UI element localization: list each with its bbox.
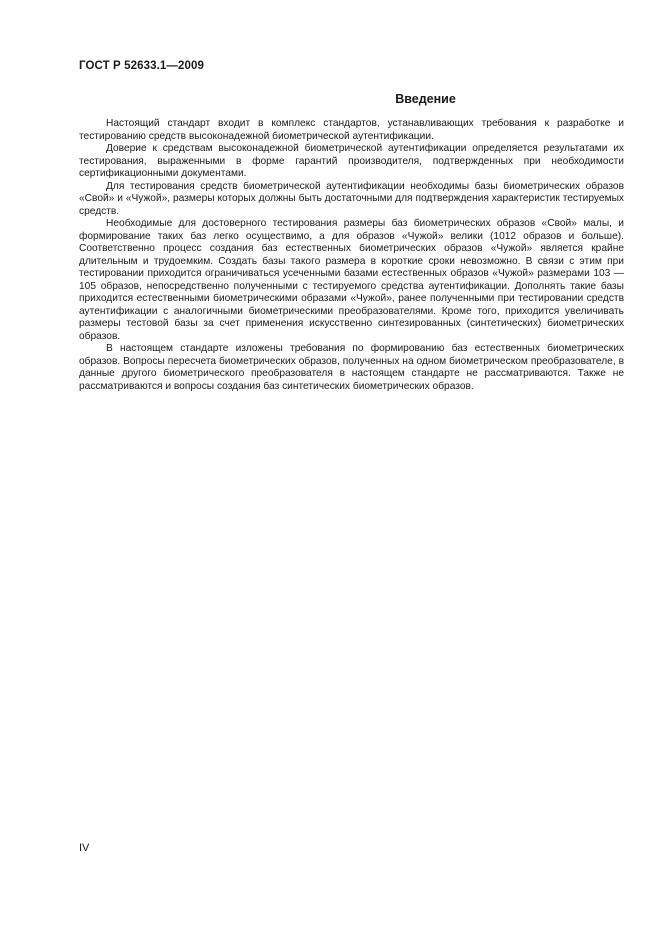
paragraph-1: Настоящий стандарт входит в комплекс стандартов, устанавливающих требования к разработке и тестированию средств высоконадежной биометрической аутентификации. — [79, 118, 624, 142]
section-title-container — [79, 92, 624, 106]
page-number: IV — [79, 842, 90, 854]
body-text — [79, 118, 624, 393]
paragraph-3: Для тестирования средств биометрической аутентификации необходимы базы биометрических образов «Свой» и «Чужой», размеры которых должны быть достаточными для подтверждения характеристик тестируемых средств. — [79, 180, 624, 217]
section-title: Введение — [395, 92, 456, 106]
paragraph-4: Необходимые для достоверного тестирования размеры баз биометрических образов «Свой» малы, и формирование таких баз легко осуществимо, а для образов «Чужой» велики (1012 образов и больше). Соответственно процесс создания баз естественных биометрических образов «Чужой» является крайне длительным и трудоемким. Создать базы такого размера в короткие сроки невозможно. В связи с этим при тестировании приходится ограничиваться усеченными базами естественных образов «Чужой» размерами 103 —105 образов, непосредственно полученными с тестируемого средства аутентификации. Дополнять такие базы приходится естественными биометрическими образами «Чужой», ранее полученными при тестировании средств аутентификации с аналогичными биометрическими преобразователями. Кроме того, приходится увеличивать размеры тестовой базы за счет применения искусственно синтезированных (синтетических) биометрических образов. — [79, 218, 624, 342]
paragraph-5: В настоящем стандарте изложены требования по формированию баз естественных биометрических образов. Вопросы пересчета биометрических образов, полученных на одном биометрическом преобразователе, в данные другого биометрического преобразователя в настоящем стандарте не рассматриваются. Также не рассматриваются и вопросы создания баз синтетических биометрических образов. — [79, 343, 624, 392]
paragraph-2: Доверие к средствам высоконадежной биометрической аутентификации определяется результатами их тестирования, выраженными в форме гарантий производителя, подтвержденных при необходимости сертификационными документами. — [79, 143, 624, 179]
document-header: ГОСТ Р 52633.1—2009 — [79, 60, 204, 72]
